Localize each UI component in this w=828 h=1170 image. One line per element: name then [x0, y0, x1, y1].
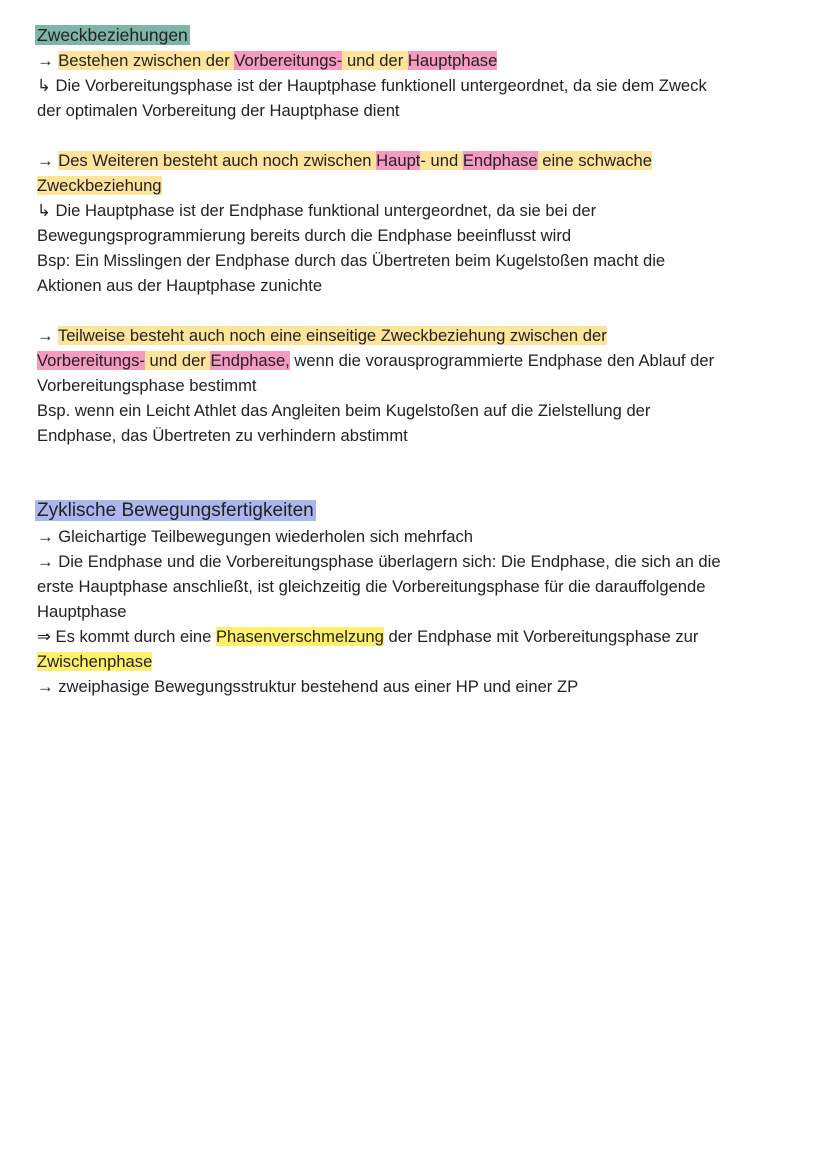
- zweck-p2-line2: Zweckbeziehung: [37, 176, 162, 195]
- zyk-line1: → Gleichartige Teilbewegungen wiederholen sich mehrfach: [37, 527, 473, 546]
- zweck-p1-line1: → Bestehen zwischen der Vorbereitungs- und der Hauptphase: [37, 51, 498, 70]
- notes-body: [37, 22, 797, 699]
- zweck-p2-line5: Bsp: Ein Misslingen der Endphase durch das Übertreten beim Kugelstoßen macht die: [37, 251, 666, 270]
- zweck-p3-line4: Bsp. wenn ein Leicht Athlet das Angleiten beim Kugelstoßen auf die Zielstellung der: [37, 401, 651, 420]
- zweck-p2-line1: → Des Weiteren besteht auch noch zwischen Haupt- und Endphase eine schwache: [37, 151, 652, 170]
- zyk-line2: → Die Endphase und die Vorbereitungsphase überlagern sich: Die Endphase, die sich an die: [37, 552, 721, 571]
- zweck-p3-line3: Vorbereitungsphase bestimmt: [37, 376, 257, 395]
- zweck-p2-line6: Aktionen aus der Hauptphase zunichte: [37, 276, 323, 295]
- zweck-p1-line3: der optimalen Vorbereitung der Hauptphase dient: [37, 101, 400, 120]
- section-zweck: [37, 22, 797, 48]
- section-zyklisch: [37, 498, 797, 524]
- zweck-p3-line1: → Teilweise besteht auch noch eine einseitige Zweckbeziehung zwischen der: [37, 326, 607, 345]
- zyk-line7: → zweiphasige Bewegungsstruktur bestehend aus einer HP und einer ZP: [37, 677, 579, 696]
- heading-zweckbeziehungen: Zweckbeziehungen: [37, 25, 188, 45]
- heading-zyklische-bewegungsfertigkeiten: Zyklische Bewegungsfertigkeiten: [37, 500, 314, 521]
- zyk-line4: Hauptphase: [37, 602, 127, 621]
- zweck-p1-line2: ↳ Die Vorbereitungsphase ist der Hauptphase funktionell untergeordnet, da sie dem Zweck: [37, 76, 707, 95]
- zyk-line5: ⇒ Es kommt durch eine Phasenverschmelzung der Endphase mit Vorbereitungsphase zur: [37, 627, 699, 646]
- zweck-p2-line4: Bewegungsprogrammierung bereits durch die Endphase beeinflusst wird: [37, 226, 572, 245]
- zweck-p3-line2: Vorbereitungs- und der Endphase, wenn die vorausprogrammierte Endphase den Ablauf der: [37, 351, 715, 370]
- zweck-p3-line5: Endphase, das Übertreten zu verhindern abstimmt: [37, 426, 408, 445]
- zyk-line3: erste Hauptphase anschließt, ist gleichzeitig die Vorbereitungsphase für die darauffolgende: [37, 577, 706, 596]
- zyk-line6: Zwischenphase: [37, 652, 153, 671]
- zweck-p2-line3: ↳ Die Hauptphase ist der Endphase funktional untergeordnet, da sie bei der: [37, 201, 597, 220]
